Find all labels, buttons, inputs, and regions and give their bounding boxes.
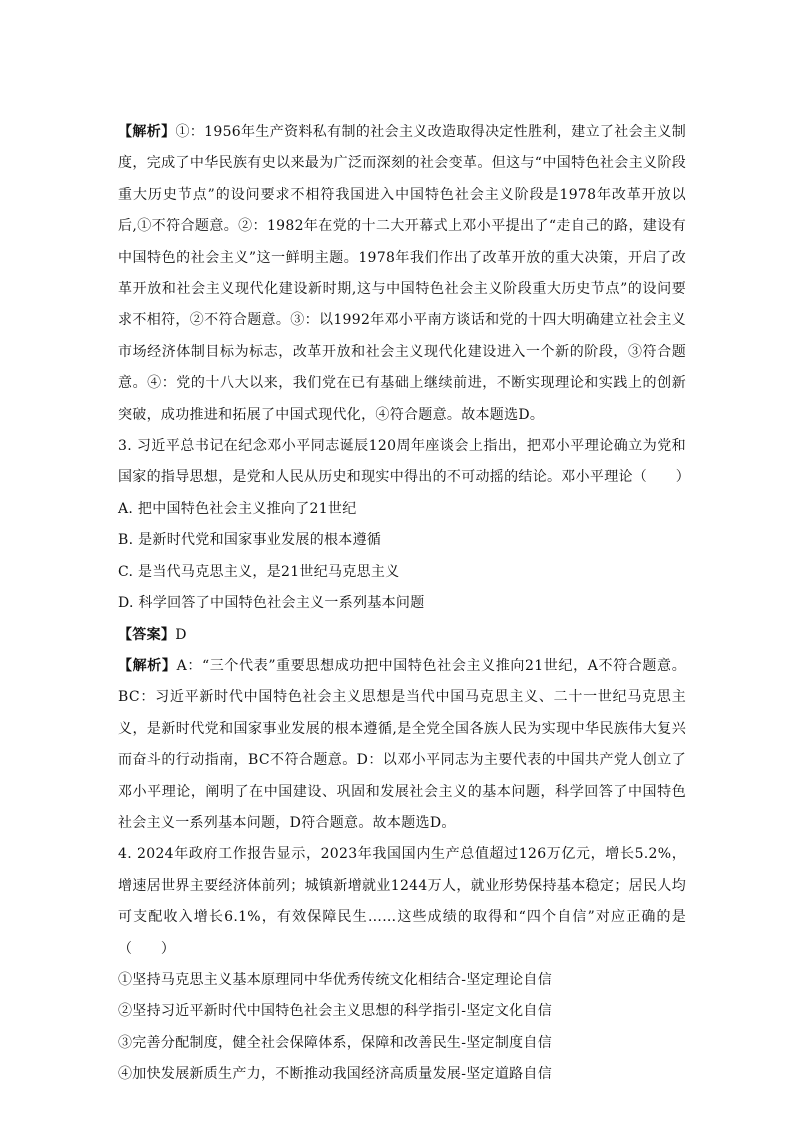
document-page (118, 117, 690, 1091)
question-4-item-4: ④加快发展新质生产力，不断推动我国经济高质量发展-坚定道路自信 (118, 1066, 553, 1083)
question-4-item-2: ②坚持习近平新时代中国特色社会主义思想的科学指引-坚定文化自信 (118, 1003, 553, 1020)
question-3-option-b: B. 是新时代党和国家事业发展的根本遵循 (118, 532, 382, 549)
analysis-tag: 【解析】 (118, 124, 176, 140)
question-4-item-1: ①坚持马克思主义基本原理同中华优秀传统文化相结合-坚定理论自信 (118, 971, 553, 988)
analysis-tag: 【解析】 (118, 657, 177, 674)
analysis-q2 (118, 117, 686, 431)
question-3-option-a: A. 把中国特色社会主义推向了21世纪 (118, 500, 357, 517)
analysis-text: A：“三个代表”重要思想成功把中国特色社会主义推向21世纪，A不符合题意。BC：习近平新时代中国特色社会主义思想是当代中国马克思主义、二十一世纪马克思主义，是新时代党和国家事业发展的根本遵循,是全党全国各族人民为实现中华民族伟大复兴而奋斗的行动指南，BC不符合题意。D：以邓小平同志为主要代表的中国共产党人创立了邓小平理论，阐明了在中国建设、巩固和发展社会主义的基本问题，科学回答了中国特色社会主义一系列基本问题，D符合题意。故本题选D。 (118, 657, 687, 831)
question-3-stem: 3. 习近平总书记在纪念邓小平同志诞辰120周年座谈会上指出，把邓小平理论确立为党和国家的指导思想，是党和人民从历史和现实中得出的不可动摇的结论。邓小平理论（ ） (118, 438, 690, 486)
answer-tag: 【答案】 (118, 626, 176, 643)
question-4-stem: 4. 2024年政府工作报告显示，2023年我国国内生产总值超过126万亿元，增长5.2%，增速居世界主要经济体前列；城镇新增就业1244万人，就业形势保持基本稳定；居民人均可支配收入增长6.1%，有效保障民生……这些成绩的取得和“四个自信”对应正确的是（ ） (118, 846, 686, 957)
question-3-answer (118, 620, 686, 651)
answer-value: D (175, 626, 187, 643)
question-4-item-3: ③完善分配制度，健全社会保障体系，保障和改善民生-坚定制度自信 (118, 1034, 553, 1051)
question-3-option-d: D. 科学回答了中国特色社会主义一系列基本问题 (118, 595, 425, 612)
question-3-option-c: C. 是当代马克思主义，是21世纪马克思主义 (118, 563, 400, 580)
analysis-text: ①：1956年生产资料私有制的社会主义改造取得决定性胜利，建立了社会主义制度，完成了中华民族有史以来最为广泛而深刻的社会变革。但这与“中国特色社会主义阶段重大历史节点”的设问要求不相符我国进入中国特色社会主义阶段是1978年改革开放以后,①不符合题意。②：1982年在党的十二大开幕式上邓小平提出了“走自己的路，建设有中国特色的社会主义”这一鲜明主题。1978年我们作出了改革开放的重大决策，开启了改革开放和社会主义现代化建设新时期,这与中国特色社会主义阶段重大历史节点”的设问要求不相符，②不符合题意。③：以1992年邓小平南方谈话和党的十四大明确建立社会主义市场经济体制目标为标志，改革开放和社会主义现代化建设进入一个新的阶段，③符合题意。④：党的十八大以来，我们党在已有基础上继续前进，不断实现理论和实践上的创新突破，成功推进和拓展了中国式现代化，④符合题意。故本题选D。 (118, 124, 687, 423)
question-3-analysis (118, 651, 686, 839)
